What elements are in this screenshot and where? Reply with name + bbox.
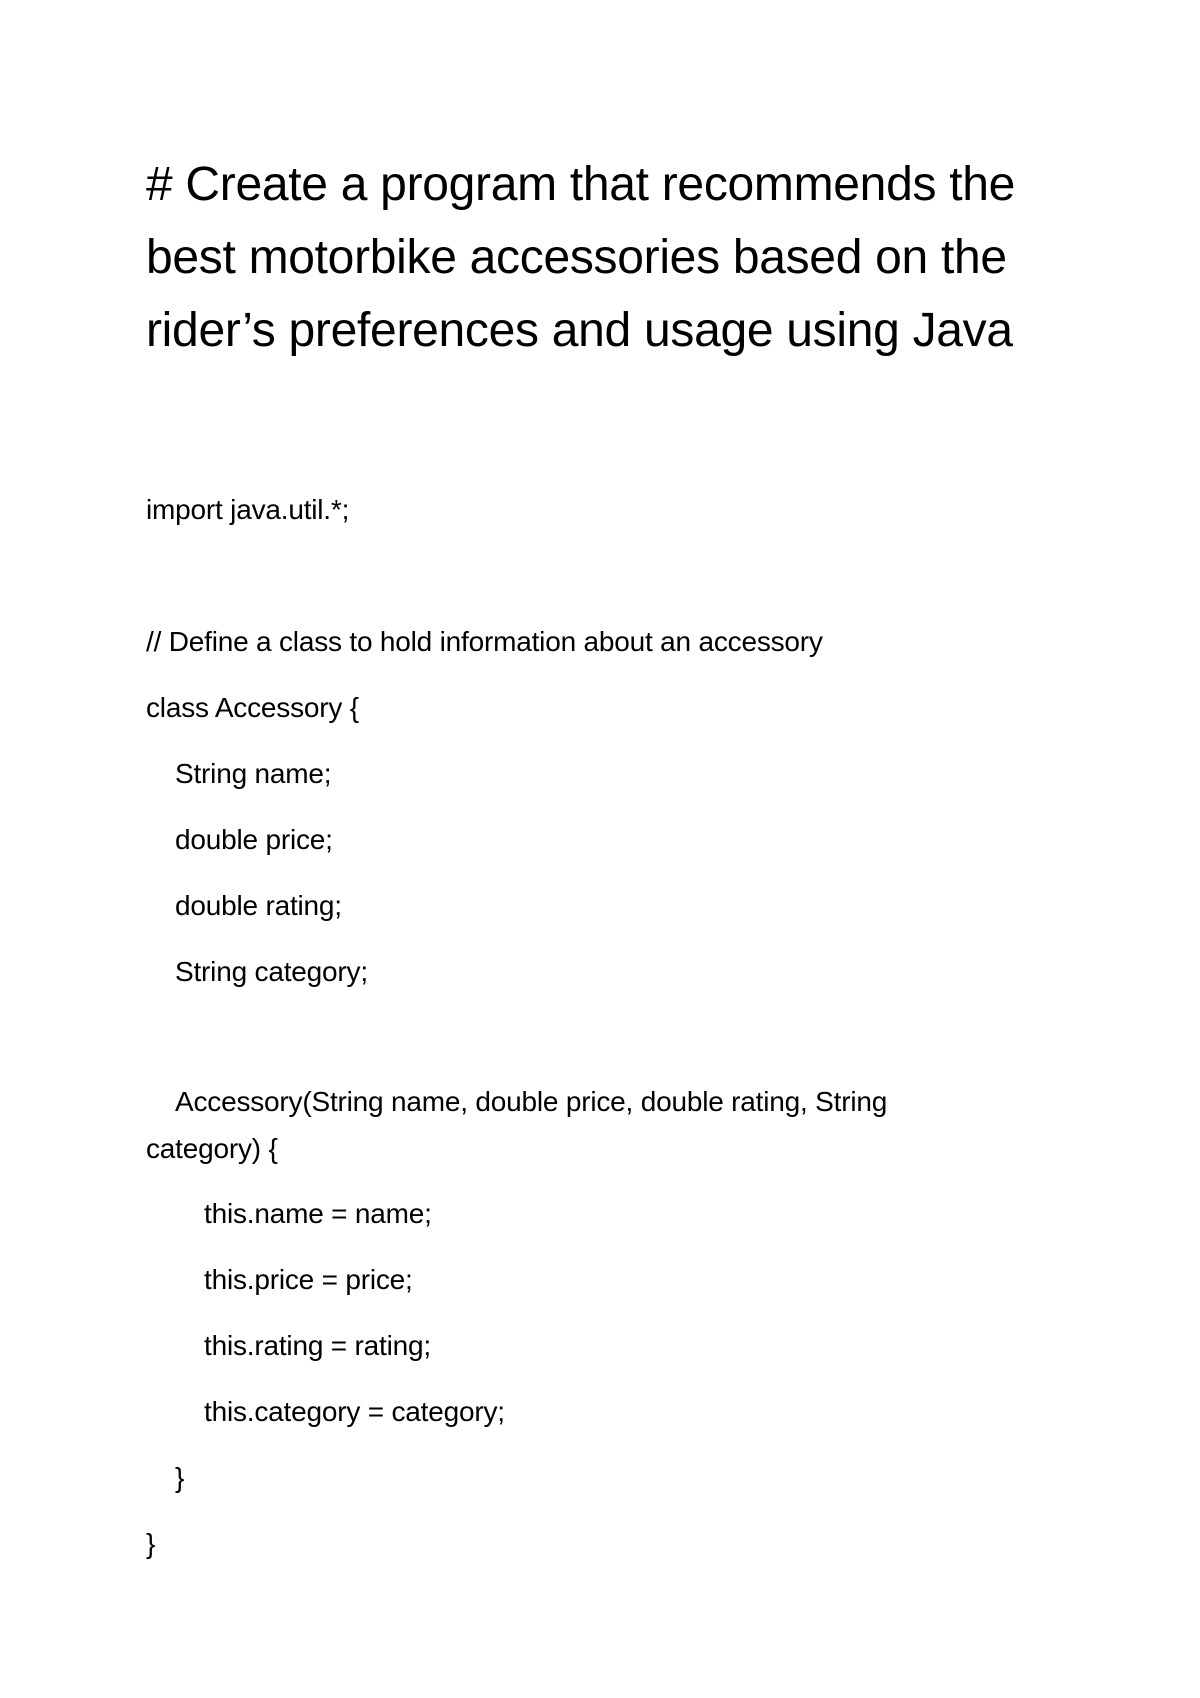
code-assign-rating: this.rating = rating; [204,1330,431,1361]
code-field-category: String category; [175,956,368,987]
code-assign-category: this.category = category; [204,1396,505,1427]
code-field-rating: double rating; [175,890,342,921]
code-assign-name: this.name = name; [204,1198,432,1229]
code-comment-line: // Define a class to hold information about an accessory [146,626,823,657]
code-class-close-brace: } [146,1528,156,1559]
code-import-line: import java.util.*; [146,494,350,525]
code-constructor-close-brace: } [175,1462,185,1493]
code-class-declaration: class Accessory { [146,692,359,723]
code-field-price: double price; [175,824,333,855]
code-constructor-declaration: Accessory(String name, double price, double rating, String category) { [146,1086,888,1164]
code-assign-price: this.price = price; [204,1264,413,1295]
code-field-name: String name; [175,758,332,789]
document-title: # Create a program that recommends the best motorbike accessories based on the rider’s preferences and usage using Java [146,158,1016,357]
